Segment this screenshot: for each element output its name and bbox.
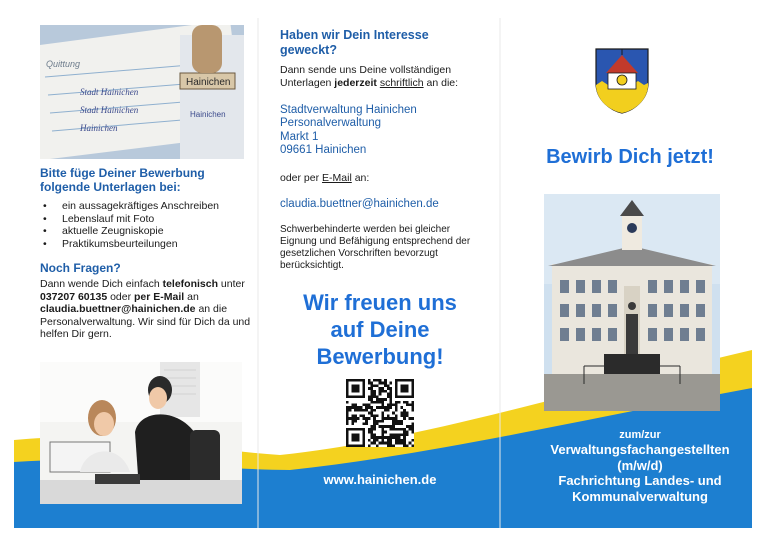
interest-text: Dann sende uns Deine vollständigen Unterlagen jederzeit schriftlich an die:	[280, 64, 459, 89]
documents-heading: Bitte füge Deiner Bewerbung folgende Unterlagen bei:	[40, 166, 205, 194]
address-line: 09661 Hainichen	[280, 144, 367, 157]
job-title-line: Fachrichtung Landes- und	[558, 473, 722, 488]
interest-heading: Haben wir Dein Interesse geweckt?	[280, 28, 429, 57]
email-intro: oder per E-Mail an:	[280, 172, 370, 184]
website-link[interactable]: www.hainichen.de	[323, 472, 437, 487]
job-title-line: zum/zur	[619, 429, 661, 441]
list-item: • aktuelle Zeugniskopie	[40, 225, 250, 238]
photo-office-workers	[40, 362, 242, 504]
svg-text:Quittung: Quittung	[46, 59, 81, 69]
slogan	[275, 289, 485, 370]
svg-text:Stadt Hainichen: Stadt Hainichen	[80, 105, 139, 115]
job-title-line: Verwaltungsfachangestellten	[550, 442, 730, 457]
questions-heading: Noch Fragen?	[40, 261, 121, 275]
address-line: Markt 1	[280, 130, 319, 143]
address-line: Stadtverwaltung Hainichen	[280, 104, 417, 116]
slogan-line: Bewerbung!	[316, 344, 444, 369]
photo-town-hall	[544, 194, 720, 411]
documents-list	[40, 200, 250, 250]
disability-note: Schwerbehinderte werden bei gleicher Eignung und Befähigung entsprechend der gesetzlichen Vorschriften bevorzugt berücksichtigt.	[280, 224, 471, 271]
list-item: • Lebenslauf mit Foto	[40, 213, 250, 226]
qr-code[interactable]	[345, 379, 415, 447]
postal-address	[280, 104, 485, 158]
svg-text:Stadt Hainichen: Stadt Hainichen	[80, 87, 139, 97]
photo-documents-stamp	[40, 25, 244, 159]
job-title-line: (m/w/d)	[617, 457, 663, 473]
job-title-line: Kommunalverwaltung	[572, 488, 708, 504]
svg-text:Hainichen: Hainichen	[190, 110, 226, 119]
questions-text: Dann wende Dich einfach telefonisch unter 037207 60135 oder per E-Mail an claudia.buettner@hainichen.de an die Personalverwaltung. Wir sind für Dich da und helfen Dir gern.	[40, 278, 251, 341]
slogan-line: auf Deine	[330, 317, 430, 342]
job-title	[520, 428, 760, 504]
svg-text:Hainichen: Hainichen	[80, 123, 118, 133]
stamp-label: Hainichen	[186, 77, 231, 88]
email-link[interactable]: claudia.buettner@hainichen.de	[280, 198, 439, 210]
slogan-line: Wir freuen uns	[303, 290, 457, 315]
list-item: • ein aussagekräftiges Anschreiben	[40, 200, 250, 213]
coat-of-arms-icon	[592, 45, 652, 115]
phone-number: 037207 60135	[40, 290, 108, 303]
apply-headline: Bewirb Dich jetzt!	[546, 146, 714, 168]
contact-email-link[interactable]: claudia.buettner@hainichen.de	[40, 303, 196, 316]
address-line: Personalverwaltung	[280, 117, 382, 130]
list-item: • Praktikumsbeurteilungen	[40, 238, 250, 251]
